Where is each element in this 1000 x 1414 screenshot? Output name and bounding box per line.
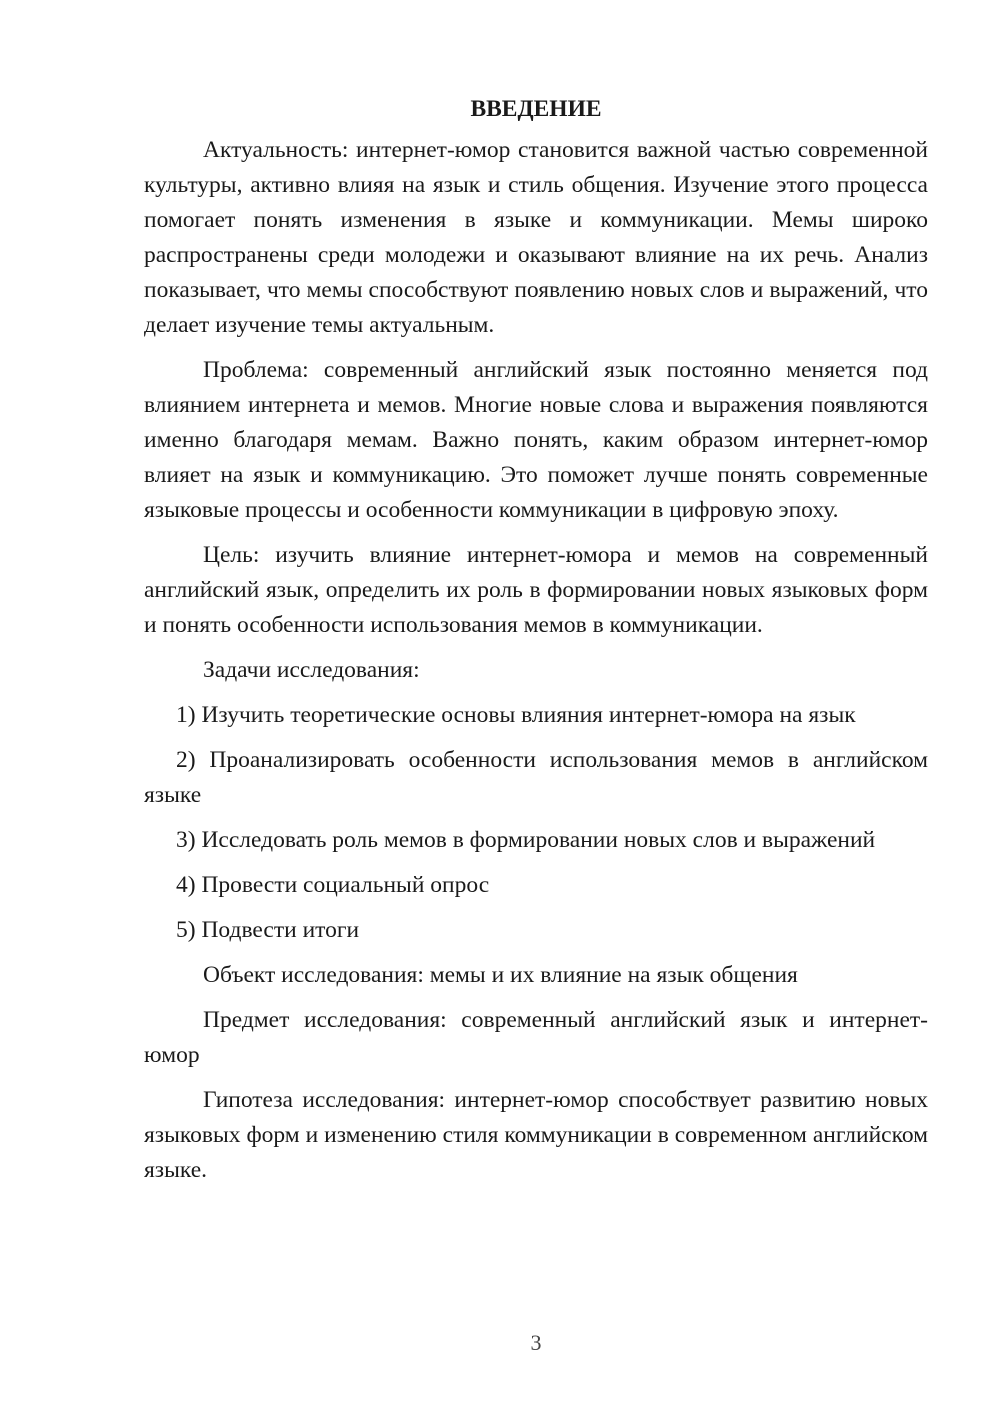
task-item: 3) Исследовать роль мемов в формировании новых слов и выражений: [176, 827, 876, 853]
tasks-title: Задачи исследования:: [203, 657, 420, 683]
task-item: 4) Провести социальный опрос: [176, 872, 490, 898]
task-item: 5) Подвести итоги: [176, 917, 360, 943]
page-content: [144, 92, 928, 1198]
page-number: 3: [530, 1330, 542, 1355]
page-title: ВВЕДЕНИЕ: [470, 96, 602, 122]
paragraph-goal: Цель: изучить влияние интернет-юмора и мемов на современный английский язык, определить их роль в формировании новых языковых форм и понять особенности использования мемов в коммуникации.: [144, 542, 928, 638]
paragraph-subject: Предмет исследования: современный английский язык и интернет-юмор: [144, 1007, 928, 1068]
paragraph-object: Объект исследования: мемы и их влияние на язык общения: [203, 962, 798, 988]
task-item: 1) Изучить теоретические основы влияния интернет-юмора на язык: [176, 702, 856, 728]
paragraph-hypothesis: Гипотеза исследования: интернет-юмор способствует развитию новых языковых форм и изменению стиля коммуникации в современном английском языке.: [144, 1087, 928, 1183]
paragraph-relevance: Актуальность: интернет-юмор становится важной частью современной культуры, активно влияя на язык и стиль общения. Изучение этого процесса помогает понять изменения в языке и коммуникации. Мемы широко распространены среди молодежи и оказывают влияние на их речь. Анализ показывает, что мемы способствуют появлению новых слов и выражений, что делает изучение темы актуальным.: [144, 137, 928, 338]
paragraph-problem: Проблема: современный английский язык постоянно меняется под влиянием интернета и мемов. Многие новые слова и выражения появляются именно благодаря мемам. Важно понять, каким образом интернет-юмор влияет на язык и коммуникацию. Это поможет лучше понять современные языковые процессы и особенности коммуникации в цифровую эпоху.: [144, 357, 928, 523]
task-item: 2) Проанализировать особенности использования мемов в английском языке: [144, 747, 928, 808]
